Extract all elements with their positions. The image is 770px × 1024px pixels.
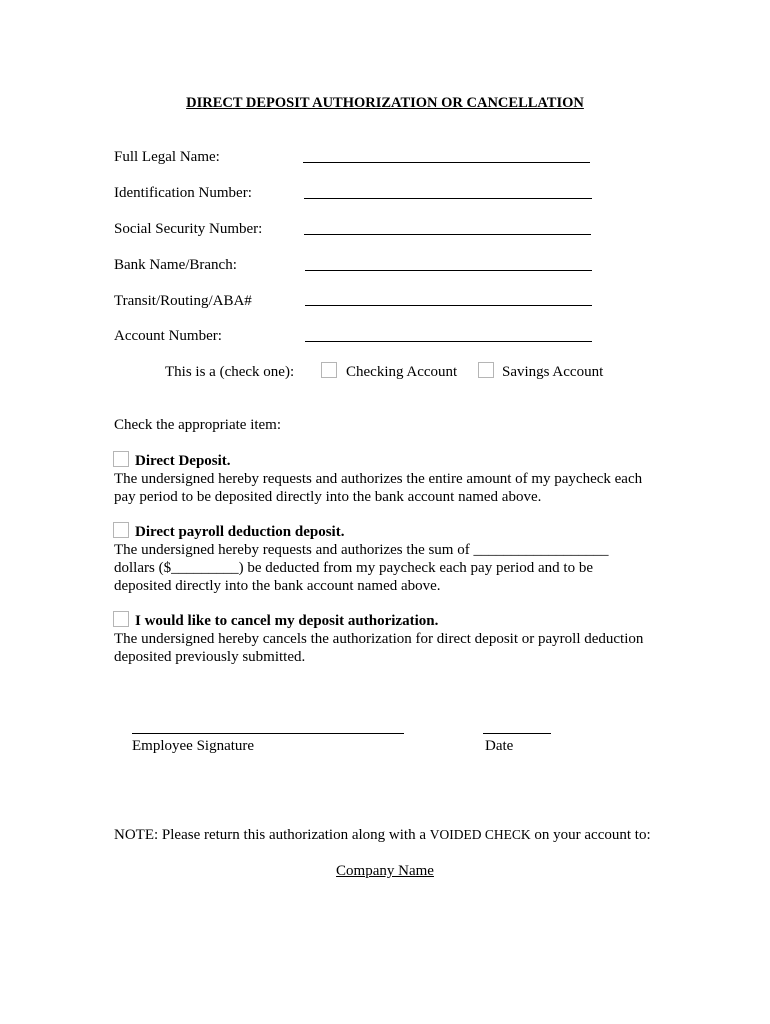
direct-deposit-checkbox[interactable]	[113, 451, 129, 467]
ssn-label: Social Security Number:	[114, 221, 263, 237]
account-type-prompt: This is a (check one):	[165, 364, 295, 380]
check-item-label: Check the appropriate item:	[114, 417, 282, 433]
employee-signature-label: Employee Signature	[132, 738, 255, 754]
date-field[interactable]	[483, 733, 551, 734]
checking-account-checkbox[interactable]	[321, 362, 337, 378]
routing-number-field[interactable]	[305, 305, 592, 306]
return-note	[114, 826, 651, 844]
savings-account-label: Savings Account	[502, 364, 604, 380]
company-name: Company Name	[336, 863, 434, 879]
account-number-field[interactable]	[305, 341, 592, 342]
account-number-label: Account Number:	[114, 328, 222, 344]
voided-check-text: VOIDED CHECK	[429, 827, 531, 842]
direct-deposit-text-line1: The undersigned hereby requests and authorizes the entire amount of my paycheck each	[114, 471, 643, 487]
direct-deposit-heading: Direct Deposit.	[135, 453, 231, 469]
id-number-label: Identification Number:	[114, 185, 252, 201]
cancel-text-line1: The undersigned hereby cancels the authorization for direct deposit or payroll deduction	[114, 631, 644, 647]
routing-number-label: Transit/Routing/ABA#	[114, 293, 252, 309]
full-name-field[interactable]	[303, 162, 590, 163]
cancel-text-line2: deposited previously submitted.	[114, 649, 306, 665]
payroll-deduction-text-line3: deposited directly into the bank account named above.	[114, 578, 441, 594]
date-label: Date	[485, 738, 514, 754]
direct-deposit-text-line2: pay period to be deposited directly into the bank account named above.	[114, 489, 542, 505]
full-name-label: Full Legal Name:	[114, 149, 220, 165]
ssn-field[interactable]	[304, 234, 591, 235]
employee-signature-field[interactable]	[132, 733, 404, 734]
bank-name-label: Bank Name/Branch:	[114, 257, 237, 273]
id-number-field[interactable]	[304, 198, 592, 199]
checking-account-label: Checking Account	[346, 364, 458, 380]
payroll-deduction-text-line1: The undersigned hereby requests and authorizes the sum of __________________	[114, 542, 609, 558]
note-prefix: NOTE: Please return this authorization along with a	[114, 827, 430, 843]
note-suffix: on your account to:	[530, 827, 651, 843]
cancel-authorization-checkbox[interactable]	[113, 611, 129, 627]
payroll-deduction-text-line2: dollars ($_________) be deducted from my paycheck each pay period and to be	[114, 560, 594, 576]
bank-name-field[interactable]	[305, 270, 592, 271]
cancel-authorization-heading: I would like to cancel my deposit authorization.	[135, 613, 439, 629]
document-title: DIRECT DEPOSIT AUTHORIZATION OR CANCELLATION	[186, 95, 584, 111]
savings-account-checkbox[interactable]	[478, 362, 494, 378]
payroll-deduction-heading: Direct payroll deduction deposit.	[135, 524, 345, 540]
payroll-deduction-checkbox[interactable]	[113, 522, 129, 538]
